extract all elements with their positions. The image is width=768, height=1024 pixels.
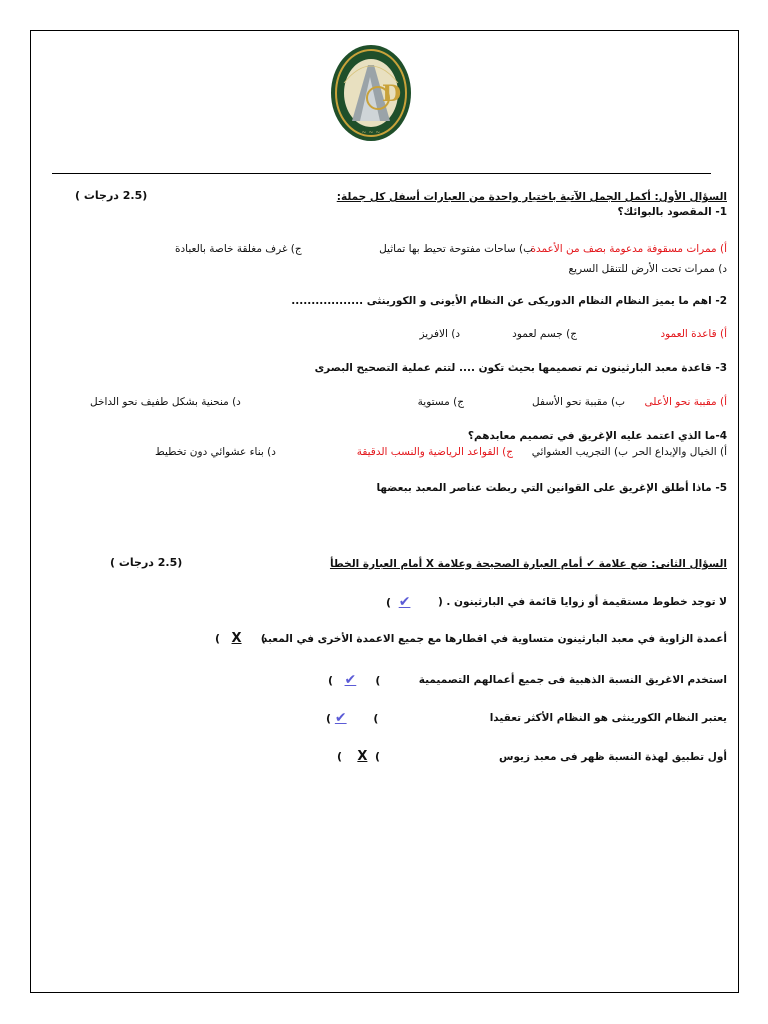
svg-text:D: D [382, 81, 402, 107]
q2-statement-5: أول تطبيق لهذة النسبة ظهر فى معبد زيوس [498, 751, 727, 763]
q1-item4-opt-d: د) بناء عشوائي دون تخطيط [155, 446, 276, 458]
q2-grade: (2.5 درجات ) [110, 556, 183, 569]
q1-item4-opt-c: ج) القواعد الرياضية والنسب الدقيقة [356, 446, 513, 458]
q1-item2-opt-d: د) الافريز [419, 328, 460, 340]
q1-item2-opt-c: ج) جسم لعمود [512, 328, 577, 340]
q2-statement-4: يعتبر النظام الكورينثى هو النظام الأكثر تعقيدا [489, 712, 727, 724]
q1-item2-stem: 2- اهم ما يميز النظام النظام الدوريكى عن النظام الأيونى و الكورينثى .................. [291, 295, 727, 307]
q1-item5-stem: 5- ماذا أطلق الإغريق على القوانين التي ربطت عناصر المعبد ببعضها [376, 482, 727, 494]
x-mark-icon: X [231, 631, 242, 646]
checkmark-icon: ✔ [398, 594, 411, 610]
svg-text:~ ~ ~: ~ ~ ~ [361, 129, 381, 136]
university-logo [330, 43, 412, 143]
q1-item4-opt-a: أ) الخيال والإبداع الحر [632, 446, 727, 458]
q1-item4-stem: 4-ما الذي اعتمد عليه الإغريق في تصميم معابدهم؟ [467, 430, 727, 442]
checkmark-icon: ✔ [344, 672, 357, 688]
q1-item3-stem: 3- قاعدة معبد البارثينون تم تصميمها بحيث تكون .... لتتم عملية التصحيح البصرى [314, 362, 727, 374]
q1-item3-opt-b: ب) مقببة نحو الأسفل [532, 396, 625, 408]
q2-answer-1: ( ✔ [386, 594, 411, 610]
q2-title: السؤال الثانى: ضع علامة ✔ أمام العبارة الصحيحة وعلامة X أمام العبارة الخطأ [329, 558, 727, 570]
q1-item3-opt-d: د) منحنية بشكل طفيف نحو الداخل [90, 396, 241, 408]
q2-answer-5: ( X ( [337, 749, 381, 764]
header-rule [52, 173, 711, 174]
q1-item4-opt-b: ب) التجريب العشوائي [531, 446, 628, 458]
q2-statement-3: استخدم الاغريق النسبة الذهبية فى جميع أعمالهم التصميمية [418, 674, 727, 686]
q1-grade: (2.5 درجات ) [75, 189, 148, 202]
q1-title: السؤال الأول: أكمل الجمل الآتية باختيار واحدة من العبارات أسفل كل جملة: [336, 191, 727, 203]
q1-item1-opt-a: أ) ممرات مسقوفة مدعومة بصف من الأعمدة [530, 243, 727, 255]
page-border [30, 30, 739, 993]
q2-statement-1: لا توجد خطوط مستقيمة أو زوايا قائمة في البارثينون . ( [437, 596, 727, 608]
q2-answer-3: ( ✔ ( [328, 672, 381, 688]
q1-item3-opt-a: أ) مقببة نحو الأعلى [644, 396, 727, 408]
q1-item2-opt-a: أ) قاعدة العمود [660, 328, 727, 340]
q1-item1-stem: 1- المقصود بالبوائك؟ [617, 206, 727, 218]
q2-answer-2: ( X ( [215, 631, 266, 646]
q2-statement-2: أعمدة الزاوية في معبد البارثينون متساوية في اقطارها مع جميع الاعمدة الأخرى في المعبد [261, 633, 727, 645]
q1-item1-opt-b: ب) ساحات مفتوحة تحيط بها تماثيل [379, 243, 533, 255]
x-mark-icon: X [357, 749, 368, 764]
q1-item1-opt-d: د) ممرات تحت الأرض للتنقل السريع [568, 263, 727, 275]
q1-item3-opt-c: ج) مستوية [417, 396, 464, 408]
q2-answer-4: ( ✔ ( [326, 710, 379, 726]
q1-item1-opt-c: ج) غرف مغلقة خاصة بالعبادة [175, 243, 302, 255]
checkmark-icon: ✔ [334, 710, 347, 726]
